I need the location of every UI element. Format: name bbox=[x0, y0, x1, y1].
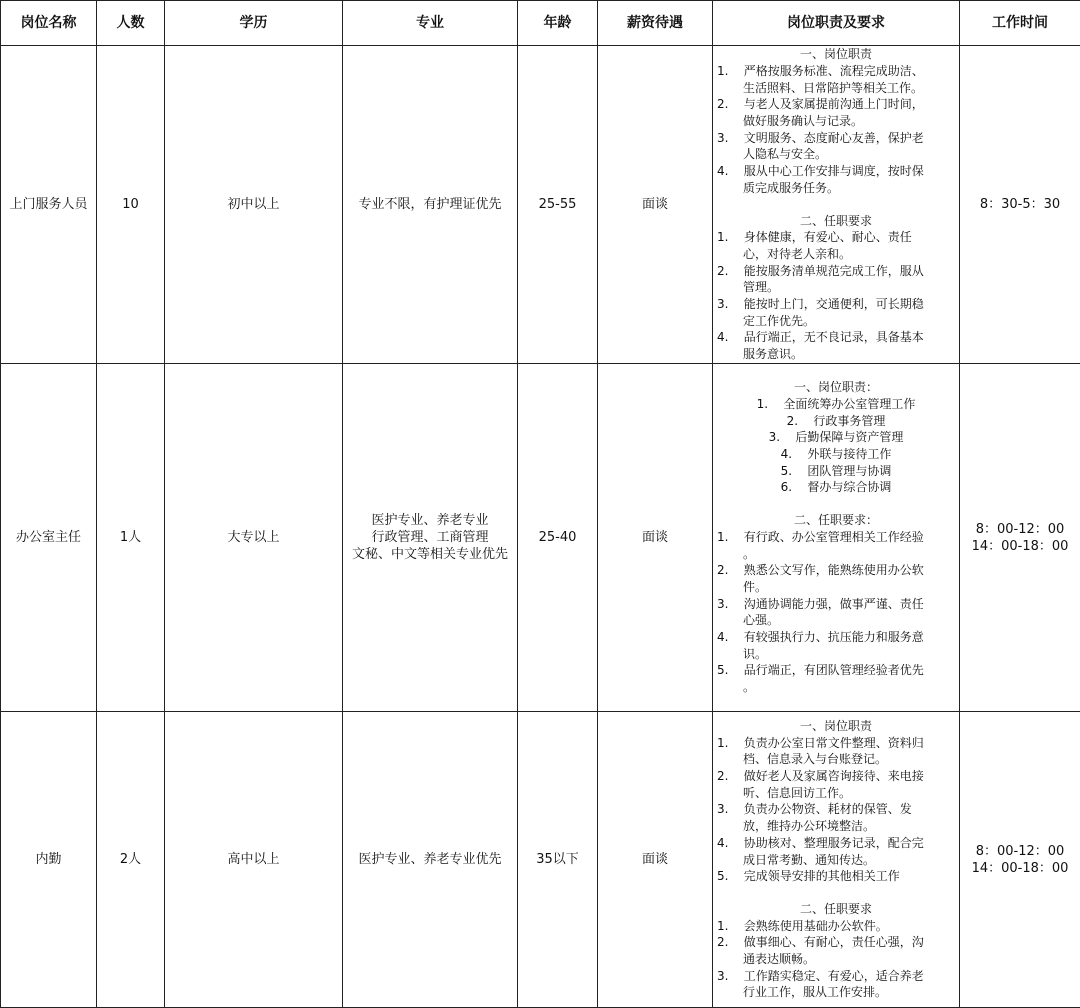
header-salary: 薪资待遇 bbox=[598, 1, 713, 46]
age-cell: 25-55 bbox=[518, 46, 598, 364]
duty-cell bbox=[713, 364, 960, 712]
education-cell: 高中以上 bbox=[165, 712, 343, 1008]
position-name-cell: 办公室主任 bbox=[1, 364, 97, 712]
requirement-line: 服务意识。 bbox=[717, 346, 955, 363]
requirement-line: 心，对待老人亲和。 bbox=[717, 246, 955, 263]
requirement-section-title: 二、任职要求 bbox=[717, 213, 955, 230]
requirement-line: 3. 沟通协调能力强，做事严谨、责任 bbox=[717, 596, 955, 613]
requirement-line: 行业工作，服从工作安排。 bbox=[717, 984, 955, 1001]
work-time-line: 14：00-18：00 bbox=[962, 538, 1078, 555]
requirement-line: 3. 工作踏实稳定、有爱心，适合养老 bbox=[717, 968, 955, 985]
duty-section-title: 一、岗位职责 bbox=[717, 46, 955, 63]
duty-cell bbox=[713, 46, 960, 364]
duty-line: 1. 严格按服务标准、流程完成助洁、 bbox=[717, 63, 955, 80]
requirement-line: 1. 有行政、办公室管理相关工作经验 bbox=[717, 529, 955, 546]
duty-cell bbox=[713, 712, 960, 1008]
headcount-cell: 2人 bbox=[97, 712, 165, 1008]
work-time-cell bbox=[960, 712, 1080, 1008]
duty-line: 4. 协助核对、整理服务记录，配合完 bbox=[717, 835, 955, 852]
salary-cell: 面谈 bbox=[598, 364, 713, 712]
duty-line: 2. 行政事务管理 bbox=[717, 413, 955, 430]
headcount-cell: 10 bbox=[97, 46, 165, 364]
education-cell: 大专以上 bbox=[165, 364, 343, 712]
education-cell: 初中以上 bbox=[165, 46, 343, 364]
table-row bbox=[1, 712, 1080, 1008]
work-time-cell bbox=[960, 46, 1080, 364]
duty-line: 4. 服从中心工作安排与调度，按时保 bbox=[717, 163, 955, 180]
major-line: 行政管理、工商管理 bbox=[345, 529, 515, 546]
position-name-cell: 上门服务人员 bbox=[1, 46, 97, 364]
requirement-line: 4. 品行端正，无不良记录，具备基本 bbox=[717, 329, 955, 346]
duty-section-title: 一、岗位职责： bbox=[717, 379, 955, 396]
age-cell: 35以下 bbox=[518, 712, 598, 1008]
header-education: 学历 bbox=[165, 1, 343, 46]
requirement-section-title: 二、任职要求 bbox=[717, 901, 955, 918]
duty-line: 3. 负责办公物资、耗材的保管、发 bbox=[717, 801, 955, 818]
section-spacer bbox=[717, 197, 955, 213]
duty-line: 5. 团队管理与协调 bbox=[717, 463, 955, 480]
salary-cell: 面谈 bbox=[598, 712, 713, 1008]
duty-line: 成日常考勤、通知传达。 bbox=[717, 852, 955, 869]
duty-line: 放，维持办公环境整洁。 bbox=[717, 818, 955, 835]
duty-line: 2. 与老人及家属提前沟通上门时间， bbox=[717, 96, 955, 113]
duty-line: 生活照料、日常陪护等相关工作。 bbox=[717, 80, 955, 97]
major-line: 专业不限，有护理证优先 bbox=[345, 196, 515, 213]
duty-line: 人隐私与安全。 bbox=[717, 146, 955, 163]
header-name: 岗位名称 bbox=[1, 1, 97, 46]
duty-line: 1. 负责办公室日常文件整理、资料归 bbox=[717, 735, 955, 752]
age-cell: 25-40 bbox=[518, 364, 598, 712]
requirement-line: 管理。 bbox=[717, 279, 955, 296]
requirement-line: 心强。 bbox=[717, 612, 955, 629]
header-major: 专业 bbox=[343, 1, 518, 46]
duty-line: 1. 全面统筹办公室管理工作 bbox=[717, 396, 955, 413]
duty-line: 3. 后勤保障与资产管理 bbox=[717, 429, 955, 446]
requirement-line: 识。 bbox=[717, 646, 955, 663]
requirement-line: 2. 能按服务清单规范完成工作，服从 bbox=[717, 263, 955, 280]
major-cell bbox=[343, 46, 518, 364]
duty-line: 听、信息回访工作。 bbox=[717, 785, 955, 802]
requirement-line: 定工作优先。 bbox=[717, 313, 955, 330]
section-spacer bbox=[717, 496, 955, 512]
major-line: 文秘、中文等相关专业优先 bbox=[345, 546, 515, 563]
duty-line: 档、信息录入与台账登记。 bbox=[717, 751, 955, 768]
work-time-line: 8：00-12：00 bbox=[962, 843, 1078, 860]
duty-line: 6. 督办与综合协调 bbox=[717, 479, 955, 496]
work-time-line: 8：30-5：30 bbox=[962, 196, 1078, 213]
requirement-line: 5. 品行端正，有团队管理经验者优先 bbox=[717, 662, 955, 679]
requirement-line: 2. 熟悉公文写作，能熟练使用办公软 bbox=[717, 562, 955, 579]
requirement-line: 件。 bbox=[717, 579, 955, 596]
requirement-line: 2. 做事细心、有耐心，责任心强，沟 bbox=[717, 934, 955, 951]
duty-line: 2. 做好老人及家属咨询接待、来电接 bbox=[717, 768, 955, 785]
position-name-cell: 内勤 bbox=[1, 712, 97, 1008]
header-row bbox=[1, 1, 1080, 46]
duty-line: 4. 外联与接待工作 bbox=[717, 446, 955, 463]
duty-line: 3. 文明服务、态度耐心友善，保护老 bbox=[717, 130, 955, 147]
requirement-line: 1. 身体健康，有爱心、耐心、责任 bbox=[717, 229, 955, 246]
work-time-cell bbox=[960, 364, 1080, 712]
salary-cell: 面谈 bbox=[598, 46, 713, 364]
duty-line: 做好服务确认与记录。 bbox=[717, 113, 955, 130]
headcount-cell: 1人 bbox=[97, 364, 165, 712]
major-line: 医护专业、养老专业优先 bbox=[345, 851, 515, 868]
duty-line: 质完成服务任务。 bbox=[717, 180, 955, 197]
section-spacer bbox=[717, 885, 955, 901]
requirement-line: 。 bbox=[717, 679, 955, 696]
requirement-line: 。 bbox=[717, 546, 955, 563]
requirement-section-title: 二、任职要求： bbox=[717, 512, 955, 529]
major-cell bbox=[343, 364, 518, 712]
header-age: 年龄 bbox=[518, 1, 598, 46]
work-time-line: 14：00-18：00 bbox=[962, 860, 1078, 877]
major-line: 医护专业、养老专业 bbox=[345, 512, 515, 529]
header-count: 人数 bbox=[97, 1, 165, 46]
requirement-line: 通表达顺畅。 bbox=[717, 951, 955, 968]
header-duty: 岗位职责及要求 bbox=[713, 1, 960, 46]
header-work-time: 工作时间 bbox=[960, 1, 1080, 46]
work-time-line: 8：00-12：00 bbox=[962, 521, 1078, 538]
table-row bbox=[1, 46, 1080, 364]
table-row bbox=[1, 364, 1080, 712]
requirement-line: 3. 能按时上门，交通便利，可长期稳 bbox=[717, 296, 955, 313]
duty-line: 5. 完成领导安排的其他相关工作 bbox=[717, 868, 955, 885]
requirement-line: 1. 会熟练使用基础办公软件。 bbox=[717, 918, 955, 935]
major-cell bbox=[343, 712, 518, 1008]
requirement-line: 4. 有较强执行力、抗压能力和服务意 bbox=[717, 629, 955, 646]
duty-section-title: 一、岗位职责 bbox=[717, 718, 955, 735]
